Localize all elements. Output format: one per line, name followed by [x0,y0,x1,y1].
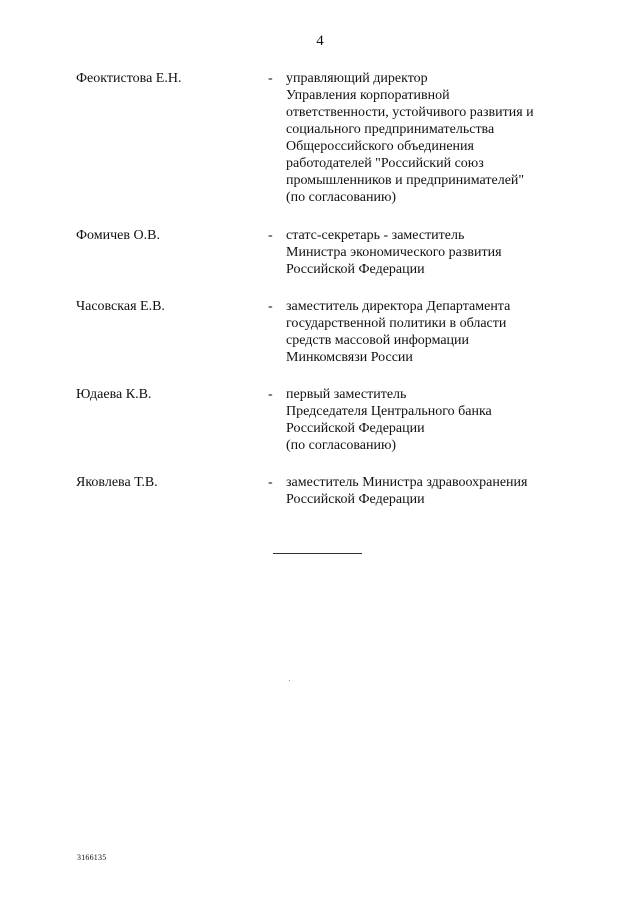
document-code: 3166135 [77,853,107,862]
member-entry [76,298,576,366]
member-entry [76,474,576,508]
position-line: первый заместитель [286,387,407,402]
page-number: 4 [316,33,324,49]
position-line: Председателя Центрального банка [286,404,492,419]
position-line: (по согласованию) [286,190,397,205]
position-line: Российской Федерации [286,421,425,436]
member-name: Фомичев О.В. [76,228,160,243]
position-line: средств массовой информации [286,333,470,348]
member-position [286,227,576,278]
member-position [286,386,576,454]
member-name: Часовская Е.В. [76,299,165,314]
position-line: (по согласованию) [286,438,397,453]
member-name: Феоктистова Е.Н. [76,71,182,86]
separator-dash: - [268,475,273,490]
position-line: работодателей "Российский союз [286,156,484,171]
position-line: управляющий директор [286,71,428,86]
position-line: заместитель Министра здравоохранения [286,475,528,490]
position-line: ответственности, устойчивого развития и [286,105,534,120]
separator-dash: - [268,71,273,86]
member-entry [76,386,576,454]
member-entry [76,70,576,206]
position-line: Общероссийского объединения [286,139,474,154]
closing-rule-divider [273,553,362,554]
scan-speck [289,680,290,681]
member-position [286,298,576,366]
member-position [286,474,576,508]
position-line: Министра экономического развития [286,245,502,260]
position-line: Российской Федерации [286,492,425,507]
member-entry [76,227,576,278]
separator-dash: - [268,228,273,243]
position-line: социального предпринимательства [286,122,495,137]
position-line: государственной политики в области [286,316,507,331]
position-line: Российской Федерации [286,262,425,277]
position-line: Минкомсвязи России [286,350,413,365]
position-line: Управления корпоративной [286,88,450,103]
separator-dash: - [268,299,273,314]
position-line: статс-секретарь - заместитель [286,228,465,243]
member-name: Яковлева Т.В. [76,475,158,490]
member-list [76,70,576,508]
position-line: заместитель директора Департамента [286,299,511,314]
member-name: Юдаева К.В. [76,387,152,402]
separator-dash: - [268,387,273,402]
member-position [286,70,576,206]
position-line: промышленников и предпринимателей" [286,173,525,188]
